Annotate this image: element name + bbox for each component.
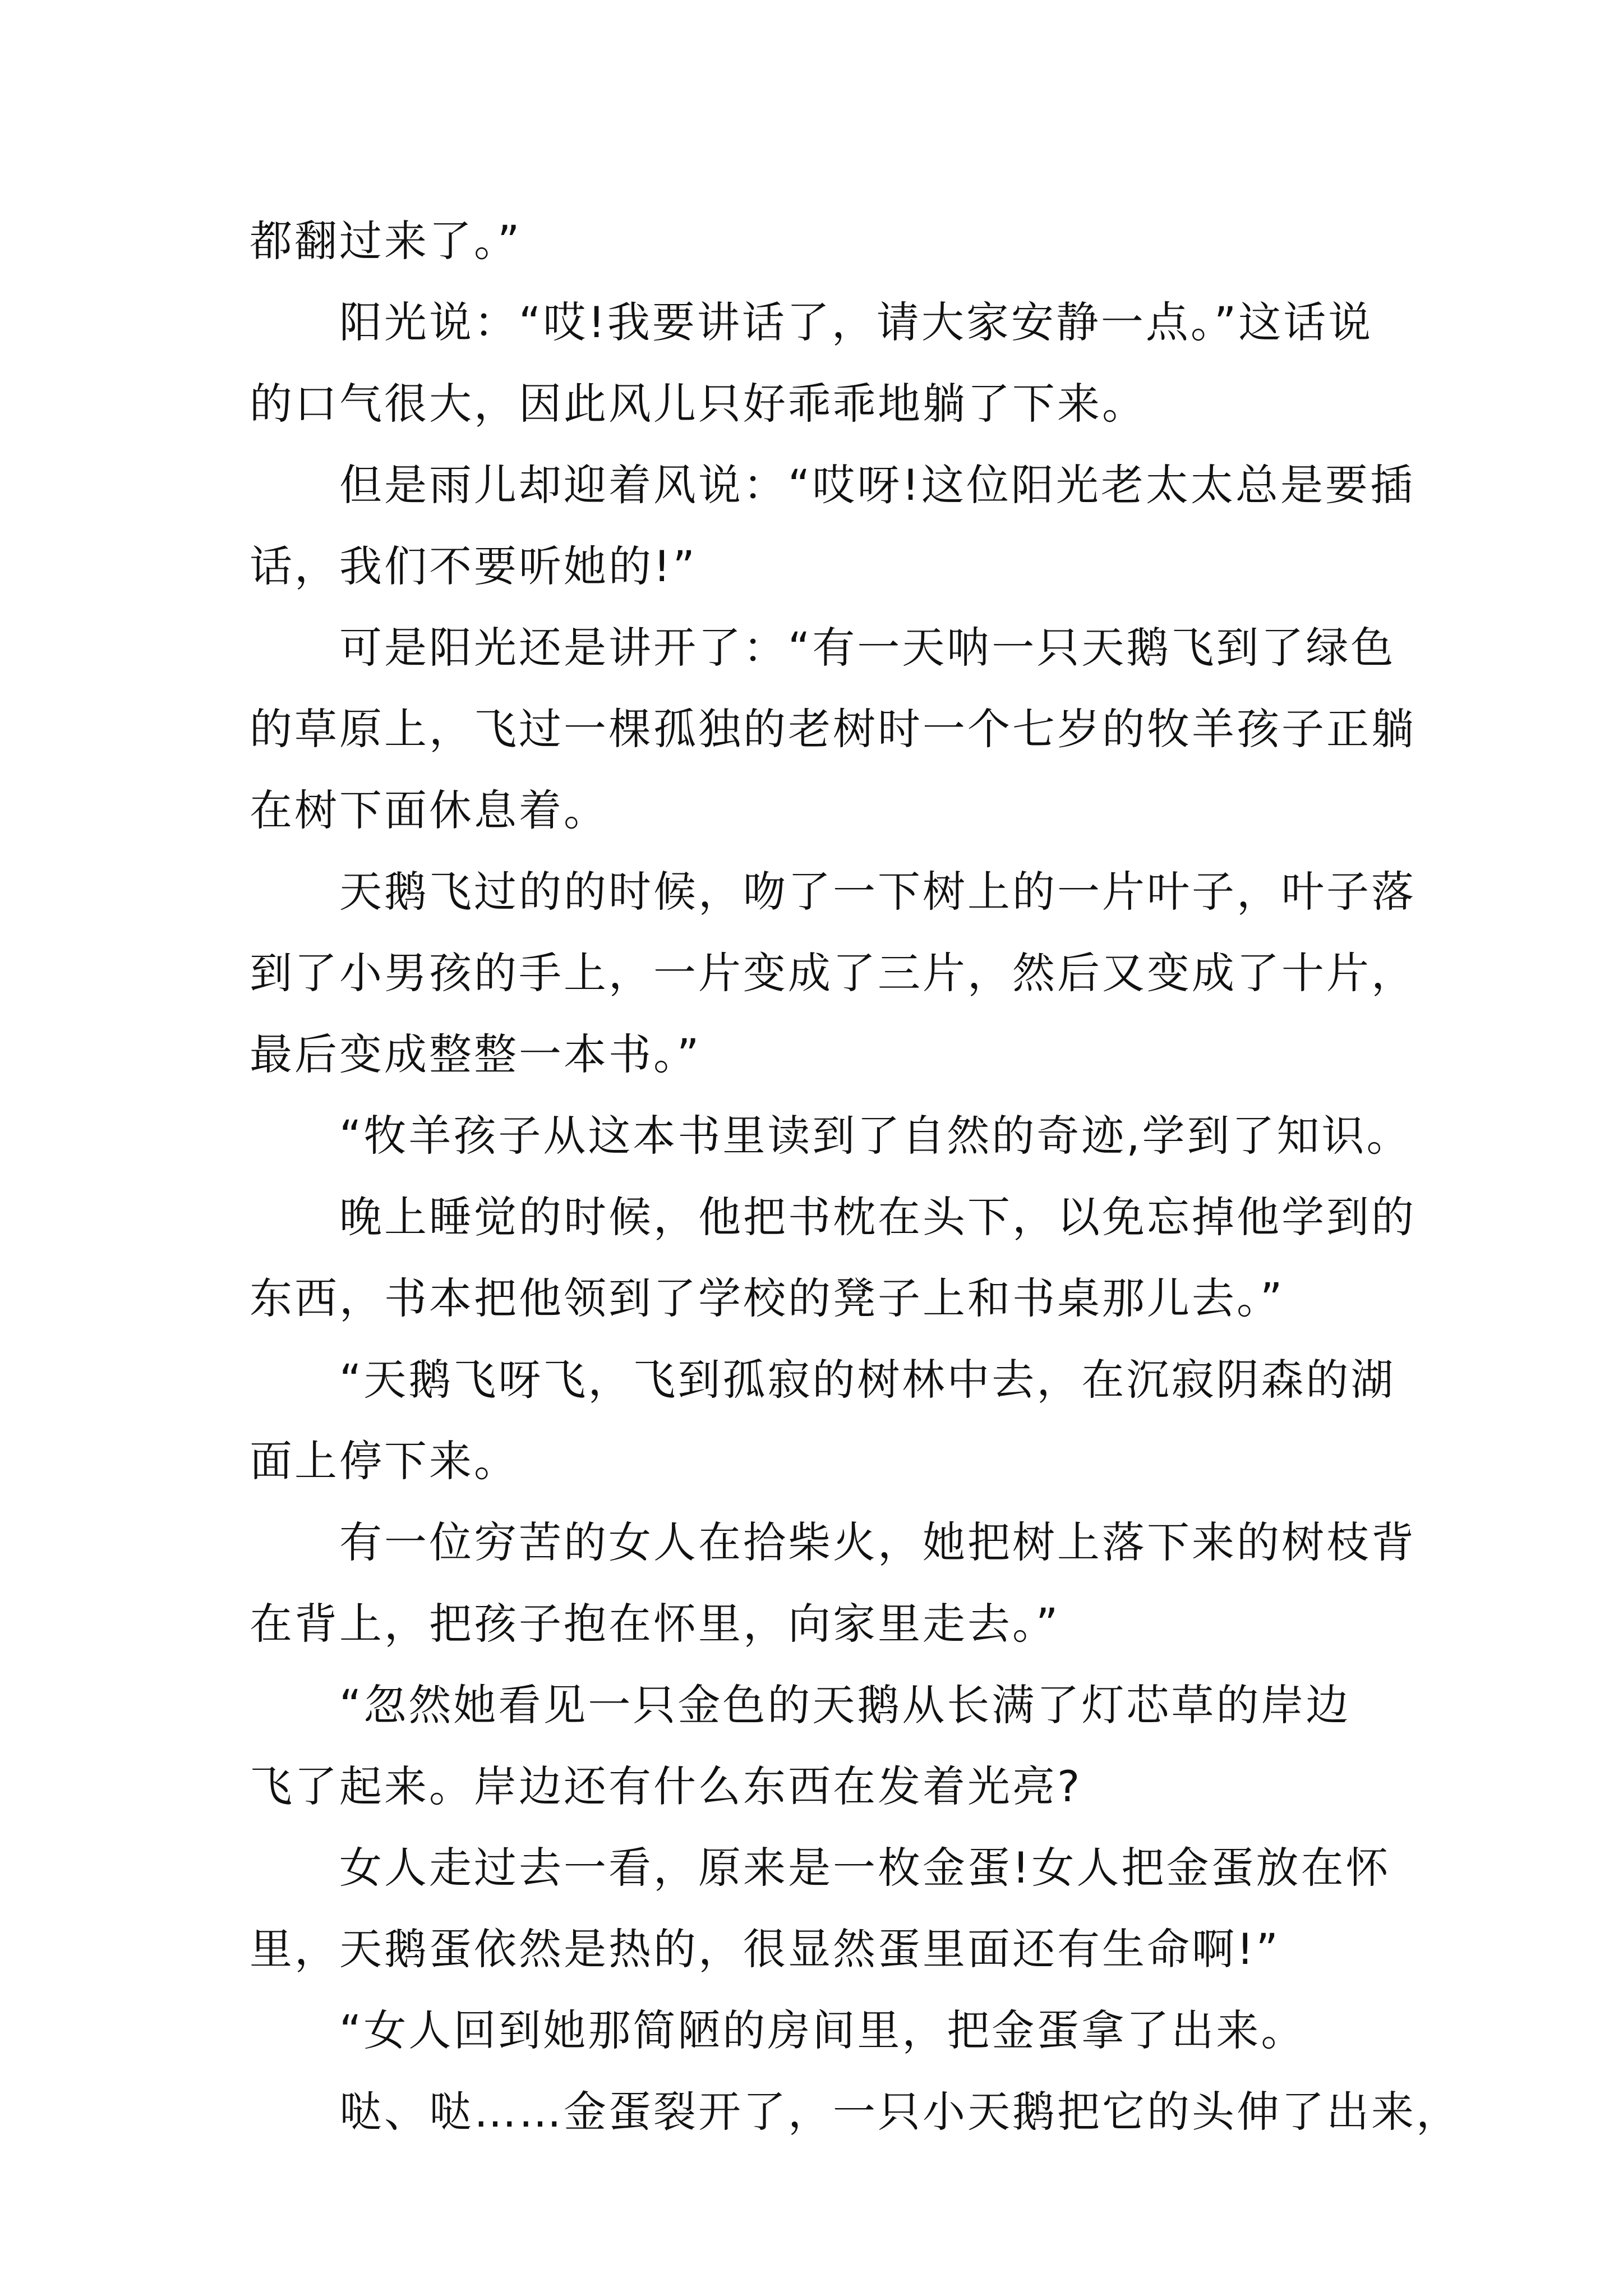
text-line: 东西，书本把他领到了学校的凳子上和书桌那儿去。” bbox=[250, 1273, 1285, 1323]
text-line: 但是雨儿却迎着风说：“哎呀!这位阳光老太太总是要插 bbox=[250, 460, 1415, 510]
text-line: “牧羊孩子从这本书里读到了自然的奇迹,学到了知识。 bbox=[250, 1111, 1412, 1161]
text-line: 哒、哒……金蛋裂开了，一只小天鹅把它的头伸了出来， bbox=[250, 2087, 1461, 2137]
text-line: 话，我们不要听她的!” bbox=[250, 541, 697, 591]
text-line: 最后变成整整一本书。” bbox=[250, 1029, 702, 1079]
text-line: 到了小男孩的手上，一片变成了三片，然后又变成了十片， bbox=[250, 948, 1416, 998]
text-line: 飞了起来。岸边还有什么东西在发着光亮? bbox=[250, 1761, 1082, 1811]
text-line: “女人回到她那简陋的房间里，把金蛋拿了出来。 bbox=[250, 2005, 1306, 2055]
text-line: 都翻过来了。” bbox=[250, 216, 522, 266]
text-line: 的口气很大，因此风儿只好乖乖地躺了下来。 bbox=[250, 379, 1147, 429]
text-line: “天鹅飞呀飞，飞到孤寂的树林中去，在沉寂阴森的湖 bbox=[250, 1355, 1396, 1405]
text-line: 在树下面休息着。 bbox=[250, 785, 608, 835]
text-line: 女人走过去一看，原来是一枚金蛋!女人把金蛋放在怀 bbox=[250, 1843, 1391, 1893]
text-line: 天鹅飞过的的时候，吻了一下树上的一片叶子，叶子落 bbox=[250, 867, 1416, 917]
text-line: 里，天鹅蛋依然是热的，很显然蛋里面还有生命啊!” bbox=[250, 1924, 1280, 1974]
text-line: 在背上，把孩子抱在怀里，向家里走去。” bbox=[250, 1599, 1061, 1649]
text-line: 可是阳光还是讲开了：“有一天呐一只天鹅飞到了绿色 bbox=[250, 623, 1396, 673]
text-line: “忽然她看见一只金色的天鹅从长满了灯芯草的岸边 bbox=[250, 1680, 1351, 1730]
text-line: 阳光说：“哎!我要讲话了，请大家安静一点。”这话说 bbox=[250, 297, 1373, 347]
text-line: 晚上睡觉的时候，他把书枕在头下，以免忘掉他学到的 bbox=[250, 1192, 1416, 1242]
text-line: 面上停下来。 bbox=[250, 1436, 519, 1486]
text-line: 的草原上，飞过一棵孤独的老树时一个七岁的牧羊孩子正躺 bbox=[250, 704, 1416, 754]
text-line: 有一位穷苦的女人在拾柴火，她把树上落下来的树枝背 bbox=[250, 1517, 1416, 1567]
